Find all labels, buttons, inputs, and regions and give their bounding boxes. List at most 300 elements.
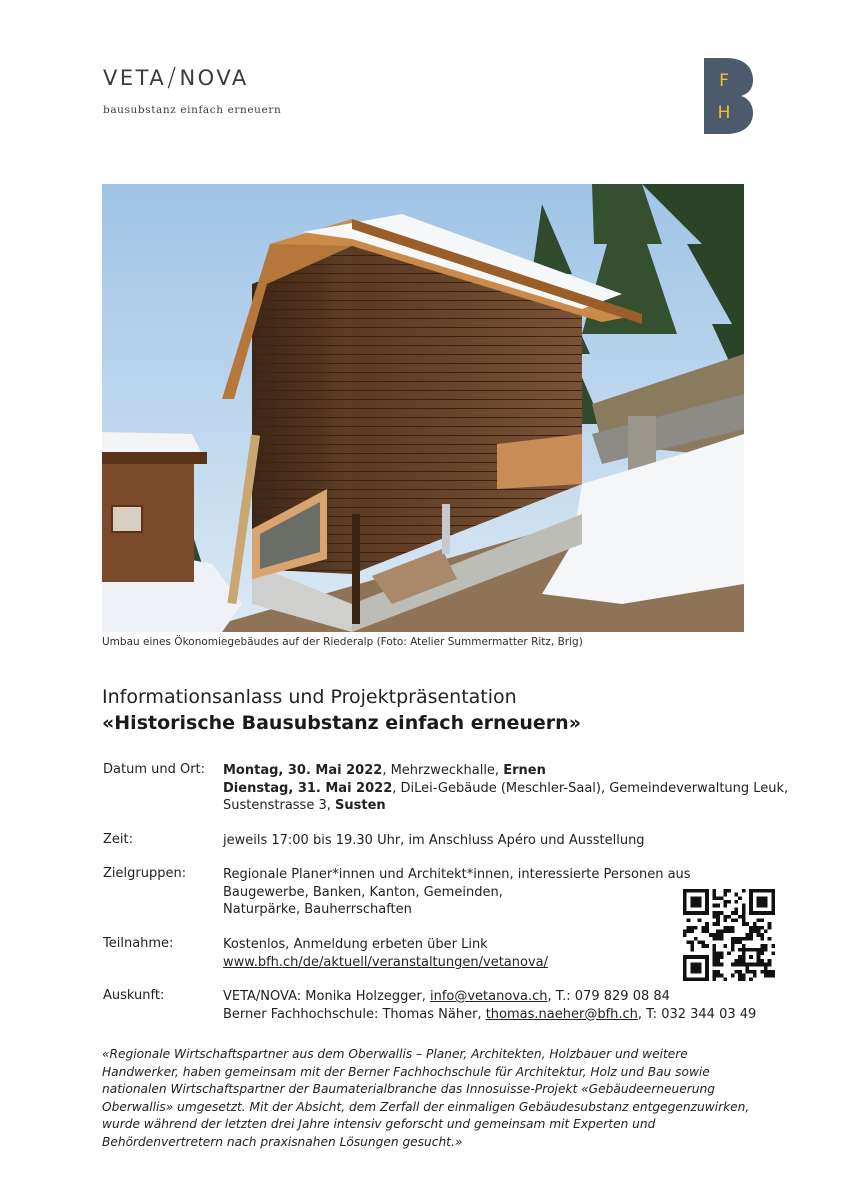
qr-module — [749, 926, 753, 930]
contact-name: Berner Fachhochschule: Thomas Näher, — [223, 1006, 486, 1022]
date-susten: Dienstag, 31. Mai 2022 — [223, 780, 393, 796]
qr-module — [742, 955, 746, 959]
qr-module — [764, 970, 768, 974]
email-link-vetanova[interactable]: info@vetanova.ch — [429, 989, 548, 1004]
qr-module — [760, 918, 764, 922]
qr-module — [757, 955, 761, 959]
email-link-bfh[interactable]: thomas.naeher@bfh.ch — [485, 1006, 638, 1022]
qr-module — [698, 966, 702, 970]
qr-module — [723, 929, 727, 933]
photo-caption: Umbau eines Ökonomiegebäudes auf der Riederalp (Foto: Atelier Summermatter Ritz, Brig) — [102, 636, 583, 648]
qr-module — [735, 970, 739, 974]
qr-module — [738, 963, 742, 967]
qr-module — [742, 915, 746, 919]
qr-module — [705, 900, 709, 904]
qr-module — [716, 922, 720, 926]
qr-module — [746, 963, 750, 967]
qr-module — [746, 948, 750, 952]
qr-module — [757, 911, 761, 915]
qr-module — [731, 944, 735, 948]
qr-module — [760, 904, 764, 908]
qr-module — [723, 904, 727, 908]
qr-module — [716, 952, 720, 956]
qr-module — [694, 966, 698, 970]
qr-module — [742, 963, 746, 967]
contact-phone: , T: 032 344 03 49 — [637, 1006, 757, 1022]
veta-nova-logo — [103, 62, 281, 116]
qr-module — [705, 959, 709, 963]
qr-module — [771, 900, 775, 904]
qr-module — [701, 944, 705, 948]
qr-module — [705, 907, 709, 911]
teilnahme-value — [223, 936, 548, 971]
qr-module — [749, 889, 753, 893]
qr-module — [731, 974, 735, 978]
qr-module — [735, 900, 739, 904]
qr-module — [687, 955, 691, 959]
qr-module — [694, 977, 698, 981]
qr-module — [735, 959, 739, 963]
qr-module — [738, 959, 742, 963]
qr-module — [731, 911, 735, 915]
qr-module — [723, 900, 727, 904]
qr-module — [712, 904, 716, 908]
zielgruppen-line: Baugewerbe, Banken, Kanton, Gemeinden, — [223, 884, 503, 900]
qr-module — [694, 889, 698, 893]
qr-module — [698, 904, 702, 908]
qr-module — [764, 974, 768, 978]
qr-module — [712, 896, 716, 900]
qr-module — [771, 911, 775, 915]
qr-module — [727, 929, 731, 933]
qr-module — [731, 963, 735, 967]
qr-module — [749, 948, 753, 952]
qr-module — [735, 918, 739, 922]
qr-module — [712, 955, 716, 959]
qr-module — [727, 889, 731, 893]
qr-module — [716, 896, 720, 900]
qr-module — [738, 937, 742, 941]
qr-module — [716, 911, 720, 915]
qr-module — [683, 955, 687, 959]
qr-module — [760, 944, 764, 948]
qr-module — [701, 911, 705, 915]
qr-module — [742, 889, 746, 893]
qr-module — [690, 889, 694, 893]
qr-module — [771, 944, 775, 948]
qr-module — [735, 907, 739, 911]
qr-module — [705, 977, 709, 981]
qr-module — [712, 915, 716, 919]
qr-module — [712, 970, 716, 974]
qr-module — [738, 915, 742, 919]
qr-module — [690, 941, 694, 945]
qr-module — [764, 963, 768, 967]
zeit-label: Zeit: — [103, 832, 133, 847]
qr-module — [771, 970, 775, 974]
qr-module — [764, 904, 768, 908]
qr-module — [731, 929, 735, 933]
qr-module — [723, 889, 727, 893]
qr-module — [694, 970, 698, 974]
qr-module — [716, 933, 720, 937]
qr-module — [749, 896, 753, 900]
qr-module — [690, 929, 694, 933]
qr-module — [757, 948, 761, 952]
qr-module — [690, 926, 694, 930]
qr-module — [771, 904, 775, 908]
qr-module — [742, 911, 746, 915]
qr-module — [749, 929, 753, 933]
qr-module — [742, 937, 746, 941]
qr-module — [698, 900, 702, 904]
event-title: Informationsanlass und Projektpräsentation — [102, 686, 517, 708]
qr-module — [760, 963, 764, 967]
qr-module — [738, 948, 742, 952]
qr-module — [768, 922, 772, 926]
qr-module — [757, 963, 761, 967]
qr-module — [690, 966, 694, 970]
zielgruppen-line: Regionale Planer*innen und Architekt*innen, interessierte Personen aus — [223, 867, 691, 882]
qr-module — [683, 904, 687, 908]
qr-module — [687, 926, 691, 930]
qr-module — [749, 904, 753, 908]
qr-module — [690, 900, 694, 904]
qr-module — [764, 896, 768, 900]
qr-module — [712, 944, 716, 948]
qr-module — [727, 915, 731, 919]
logo-slash: / — [167, 63, 179, 93]
qr-module — [687, 941, 691, 945]
qr-module — [690, 948, 694, 952]
qr-module — [683, 977, 687, 981]
qr-module — [712, 893, 716, 897]
qr-module — [701, 955, 705, 959]
qr-module — [690, 955, 694, 959]
qr-module — [720, 952, 724, 956]
qr-module — [705, 966, 709, 970]
qr-module — [690, 970, 694, 974]
qr-module — [757, 959, 761, 963]
datum-line-1 — [223, 762, 788, 780]
qr-module — [723, 926, 727, 930]
qr-module — [764, 889, 768, 893]
qr-module — [705, 926, 709, 930]
place-ernen: Ernen — [503, 763, 546, 778]
qr-module — [720, 963, 724, 967]
qr-module — [712, 937, 716, 941]
qr-module — [683, 896, 687, 900]
qr-module — [712, 933, 716, 937]
qr-module — [694, 937, 698, 941]
qr-module — [757, 929, 761, 933]
qr-module — [687, 918, 691, 922]
qr-module — [753, 922, 757, 926]
qr-module — [760, 896, 764, 900]
qr-module — [738, 955, 742, 959]
contact-bfh — [223, 1006, 756, 1024]
zielgruppen-value — [223, 866, 691, 919]
qr-module — [749, 977, 753, 981]
qr-module — [698, 970, 702, 974]
qr-module — [749, 963, 753, 967]
qr-module — [764, 948, 768, 952]
qr-module — [698, 911, 702, 915]
qr-module — [712, 963, 716, 967]
qr-module — [771, 896, 775, 900]
qr-module — [735, 963, 739, 967]
qr-module — [731, 941, 735, 945]
qr-module — [742, 977, 746, 981]
qr-module — [760, 900, 764, 904]
qr-module — [749, 893, 753, 897]
registration-link[interactable]: www.bfh.ch/de/aktuell/veranstaltungen/vetanova/ — [223, 954, 548, 970]
qr-module — [760, 970, 764, 974]
qr-module — [683, 889, 687, 893]
qr-module — [749, 900, 753, 904]
qr-module — [760, 911, 764, 915]
qr-module — [723, 893, 727, 897]
qr-module — [705, 963, 709, 967]
qr-module — [720, 933, 724, 937]
qr-module — [753, 929, 757, 933]
zielgruppen-line: Naturpärke, Bauherrschaften — [223, 902, 412, 917]
qr-module — [753, 911, 757, 915]
qr-module — [742, 904, 746, 908]
venue-ernen: , Mehrzweckhalle, — [382, 763, 504, 778]
fh-letter-h: H — [717, 103, 731, 123]
qr-module — [727, 900, 731, 904]
qr-module — [753, 963, 757, 967]
qr-module — [753, 948, 757, 952]
qr-module — [768, 926, 772, 930]
qr-module — [720, 911, 724, 915]
qr-module — [749, 970, 753, 974]
qr-module — [698, 977, 702, 981]
qr-module — [723, 918, 727, 922]
qr-module — [757, 918, 761, 922]
qr-module — [694, 904, 698, 908]
qr-module — [690, 944, 694, 948]
qr-module — [701, 929, 705, 933]
teilnahme-text: Kostenlos, Anmeldung erbeten über Link — [223, 937, 488, 952]
date-ernen: Montag, 30. Mai 2022 — [223, 763, 383, 778]
fh-letter-f: F — [719, 71, 729, 91]
qr-module — [698, 955, 702, 959]
qr-module — [723, 915, 727, 919]
qr-module — [712, 977, 716, 981]
qr-module — [735, 941, 739, 945]
qr-module — [716, 929, 720, 933]
qr-module — [757, 933, 761, 937]
qr-module — [746, 966, 750, 970]
qr-module — [683, 963, 687, 967]
qr-module — [716, 915, 720, 919]
logo-wordmark — [103, 62, 281, 92]
qr-module — [760, 933, 764, 937]
qr-module — [742, 944, 746, 948]
qr-module — [712, 922, 716, 926]
venue-susten: , DiLei-Gebäude (Meschler-Saal), Gemeindeverwaltung Leuk, — [392, 780, 789, 796]
qr-module — [760, 926, 764, 930]
qr-module — [771, 907, 775, 911]
qr-module — [694, 963, 698, 967]
qr-module — [731, 926, 735, 930]
datum-line-2 — [223, 780, 788, 798]
qr-module — [690, 963, 694, 967]
qr-module — [749, 955, 753, 959]
qr-module — [768, 959, 772, 963]
qr-module — [698, 941, 702, 945]
qr-module — [746, 937, 750, 941]
qr-code-icon[interactable] — [683, 889, 775, 981]
qr-module — [753, 974, 757, 978]
qr-module — [712, 911, 716, 915]
qr-module — [683, 893, 687, 897]
logo-tagline: bausubstanz einfach erneuern — [103, 104, 282, 116]
qr-module — [705, 929, 709, 933]
qr-module — [735, 893, 739, 897]
qr-module — [771, 893, 775, 897]
qr-module — [753, 970, 757, 974]
qr-module — [768, 970, 772, 974]
qr-module — [709, 933, 713, 937]
qr-module — [764, 966, 768, 970]
qr-module — [731, 948, 735, 952]
hero-photo — [102, 184, 744, 632]
qr-module — [694, 900, 698, 904]
qr-module — [712, 974, 716, 978]
qr-module — [683, 974, 687, 978]
qr-module — [698, 889, 702, 893]
qr-module — [742, 952, 746, 956]
qr-module — [705, 889, 709, 893]
qr-module — [705, 944, 709, 948]
qr-module — [723, 944, 727, 948]
qr-module — [749, 937, 753, 941]
qr-module — [760, 952, 764, 956]
qr-module — [760, 937, 764, 941]
qr-module — [705, 974, 709, 978]
qr-module — [757, 900, 761, 904]
qr-module — [683, 907, 687, 911]
qr-module — [683, 933, 687, 937]
qr-module — [749, 907, 753, 911]
qr-module — [701, 926, 705, 930]
qr-module — [749, 911, 753, 915]
qr-module — [720, 974, 724, 978]
qr-module — [687, 911, 691, 915]
qr-module — [690, 911, 694, 915]
qr-module — [735, 911, 739, 915]
qr-module — [746, 970, 750, 974]
qr-module — [731, 937, 735, 941]
qr-module — [764, 911, 768, 915]
qr-module — [705, 911, 709, 915]
zielgruppen-label: Zielgruppen: — [103, 866, 187, 881]
qr-module — [705, 893, 709, 897]
qr-module — [768, 889, 772, 893]
qr-module — [716, 937, 720, 941]
qr-module — [760, 948, 764, 952]
qr-module — [683, 929, 687, 933]
qr-module — [694, 926, 698, 930]
qr-module — [716, 918, 720, 922]
qr-module — [757, 889, 761, 893]
qr-module — [768, 937, 772, 941]
qr-module — [690, 904, 694, 908]
qr-module — [705, 955, 709, 959]
event-subtitle: «Historische Bausubstanz einfach erneuern» — [102, 712, 581, 734]
logo-right: NOVA — [179, 66, 249, 90]
qr-module — [757, 904, 761, 908]
qr-module — [716, 974, 720, 978]
qr-module — [749, 933, 753, 937]
qr-module — [727, 926, 731, 930]
qr-module — [701, 977, 705, 981]
qr-module — [687, 977, 691, 981]
zeit-value: jeweils 17:00 bis 19.30 Uhr, im Anschluss Apéro und Ausstellung — [223, 833, 645, 848]
qr-module — [683, 900, 687, 904]
qr-module — [705, 904, 709, 908]
qr-module — [720, 896, 724, 900]
contact-name: VETA/NOVA: Monika Holzegger, — [223, 989, 430, 1004]
qr-module — [698, 963, 702, 967]
contact-veta-nova — [223, 988, 756, 1006]
qr-module — [694, 911, 698, 915]
qr-module — [716, 904, 720, 908]
qr-module — [723, 977, 727, 981]
qr-module — [753, 889, 757, 893]
qr-module — [742, 918, 746, 922]
bfh-logo — [704, 58, 753, 134]
qr-module — [738, 970, 742, 974]
qr-module — [727, 952, 731, 956]
qr-module — [683, 966, 687, 970]
qr-module — [760, 959, 764, 963]
qr-module — [694, 896, 698, 900]
qr-module — [687, 929, 691, 933]
logo-left: VETA — [103, 66, 167, 90]
qr-module — [690, 896, 694, 900]
qr-module — [705, 970, 709, 974]
qr-module — [687, 889, 691, 893]
qr-module — [738, 977, 742, 981]
qr-module — [701, 889, 705, 893]
project-quote: «Regionale Wirtschaftspartner aus dem Oberwallis – Planer, Architekten, Holzbauer und weitere Handwerker, haben gemeinsam mit der Berner Fachhochschule für Architektur, Holz und Bau sowie nationalen Wirtschaftspartner der Baumaterialbranche das Innosuisse-Projekt «Gebäudeerneuerung Oberwallis» umgesetzt. Mit der Absicht, dem Zerfall der einmaligen Gebäudesubstanz entgegenzuwirken, wurde während der letzten drei Jahre intensiv geforscht und gemeinsam mit Experten und Behördenvertretern nach praxisnahen Lösungen gesucht.» — [102, 1047, 750, 1149]
contact-phone: , T.: 079 829 08 84 — [547, 989, 670, 1004]
street-susten: Sustenstrasse 3, — [223, 798, 335, 813]
qr-module — [731, 918, 735, 922]
datum-line-3 — [223, 797, 788, 815]
qr-module — [764, 929, 768, 933]
qr-module — [720, 929, 724, 933]
qr-module — [771, 974, 775, 978]
qr-module — [712, 948, 716, 952]
qr-module — [746, 933, 750, 937]
qr-module — [705, 896, 709, 900]
qr-module — [720, 937, 724, 941]
qr-module — [716, 959, 720, 963]
qr-module — [716, 955, 720, 959]
qr-module — [760, 889, 764, 893]
qr-module — [705, 922, 709, 926]
qr-module — [742, 974, 746, 978]
qr-module — [720, 955, 724, 959]
place-susten: Susten — [335, 798, 386, 813]
auskunft-value — [223, 988, 756, 1023]
qr-module — [698, 918, 702, 922]
